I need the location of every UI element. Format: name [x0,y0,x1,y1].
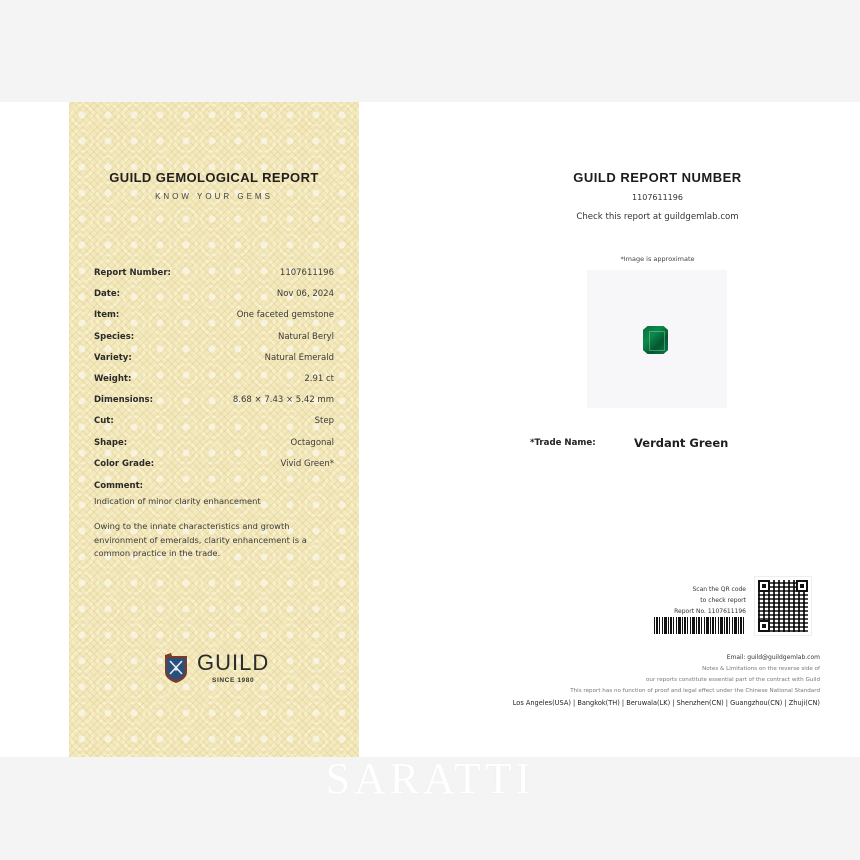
field-label: Species: [94,331,135,342]
image-approximate-note: *Image is approximate [620,255,695,263]
qr-finder-icon [796,580,808,592]
logo-text [197,652,269,684]
qr-instruction-line1: Scan the QR code [692,586,746,593]
comment-label: Comment: [94,481,144,491]
footer-note-3: This report has no function of proof and legal effect under the Chinese National Standard [570,688,820,694]
gem-photo [587,270,727,408]
field-value: Natural Beryl [277,331,334,342]
field-value: Natural Emerald [264,352,334,363]
field-value: 2.91 ct [304,373,334,384]
field-date [94,289,334,310]
logo-since: SINCE 1980 [212,677,255,684]
field-species [94,332,334,353]
field-dimensions [94,395,334,416]
qr-instruction-line2: to check report [700,597,746,604]
report-sheet [0,102,860,757]
field-value: One faceted gemstone [236,310,334,321]
field-label: Item: [94,310,120,321]
field-shape [94,438,334,459]
field-variety [94,353,334,374]
field-label: Date: [94,289,121,300]
field-label: Cut: [94,416,114,427]
report-details [430,102,860,757]
certificate-subtitle: KNOW YOUR GEMS [155,192,273,201]
emerald-gem-icon [643,326,668,354]
report-check-link[interactable]: Check this report at guildgemlab.com [576,212,739,222]
footer-note-1: Notes & Limitations on the reverse side of [702,666,820,672]
certificate-title: GUILD GEMOLOGICAL REPORT [109,170,319,185]
footer-locations: Los Angeles(USA) | Bangkok(TH) | Beruwala(LK) | Shenzhen(CN) | Guangzhou(CN) | Zhuji(CN) [512,699,820,707]
guild-logo [163,652,269,684]
qr-code-icon[interactable] [754,576,812,636]
field-weight [94,374,334,395]
field-label: Variety: [94,352,132,363]
field-label: Color Grade: [94,458,155,469]
logo-wordmark: GUILD [197,650,270,675]
field-value: Vivid Green* [280,458,334,469]
field-label: Weight: [94,373,132,384]
field-cut [94,416,334,437]
field-item [94,310,334,331]
field-value: 1107611196 [279,268,334,278]
field-color-grade [94,459,334,480]
field-label: Dimensions: [94,395,153,406]
qr-finder-icon [758,620,770,632]
field-value: Step [314,416,334,427]
certificate-fields [94,268,334,480]
report-number: 1107611196 [632,193,683,202]
footer-email[interactable]: Email: guild@guildgemlab.com [726,654,820,661]
field-label: Shape: [94,437,128,448]
comment-text: Indication of minor clarity enhancement [94,496,261,506]
shield-crest-icon [163,652,189,684]
qr-report-number: Report No. 1107611196 [674,608,746,615]
trade-name-label: *Trade Name: [530,438,596,448]
field-label: Report Number: [94,268,171,278]
watermark: SARATTI [325,754,535,803]
trade-name-value: Verdant Green [634,436,729,450]
field-value: Nov 06, 2024 [276,289,334,300]
field-report-number [94,268,334,289]
barcode-icon [654,617,746,634]
qr-finder-icon [758,580,770,592]
field-value: 8.68 × 7.43 × 5.42 mm [232,395,334,406]
report-number-title: GUILD REPORT NUMBER [573,170,742,185]
certificate-card [69,102,359,757]
footer-note-2: our reports constitute essential part of the contract with Guild [645,677,820,683]
comment-note: Owing to the innate characteristics and growth environment of emeralds, clarity enhancement is a common practice in the trade. [94,521,307,558]
field-value: Octagonal [290,437,334,448]
